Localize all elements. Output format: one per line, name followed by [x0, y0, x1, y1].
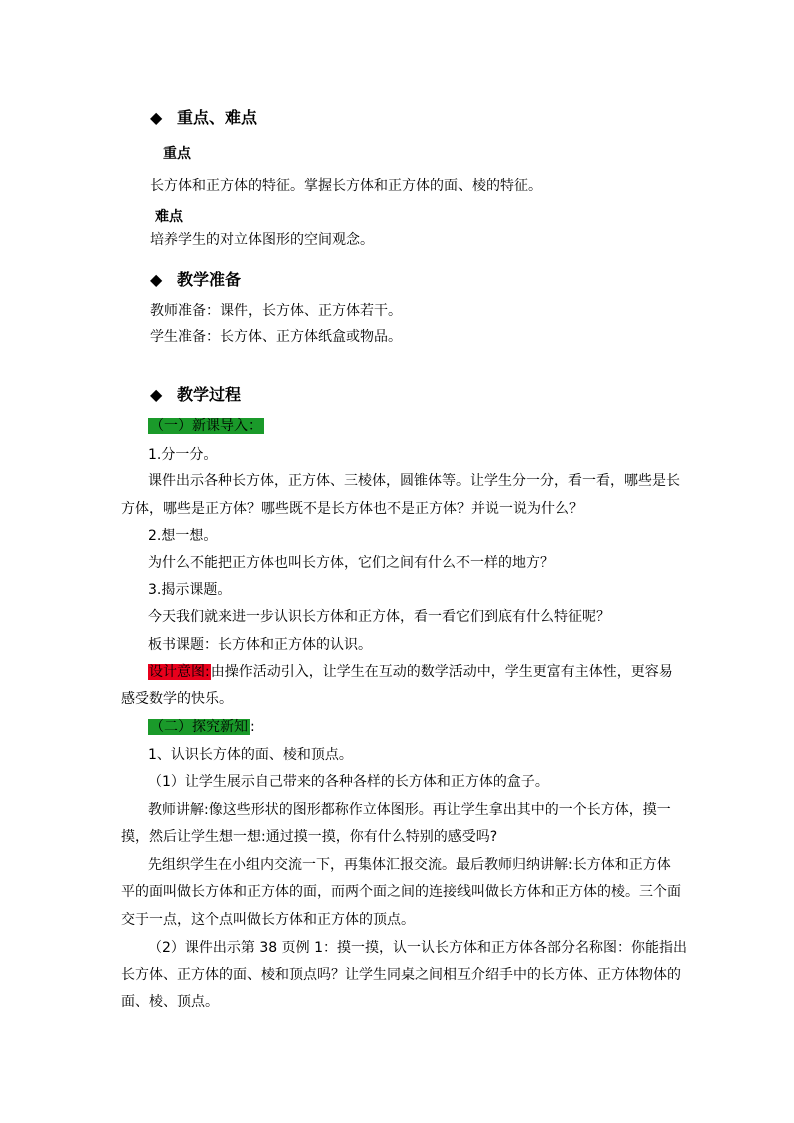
diamond-bullet-icon: ◆ — [150, 108, 163, 127]
paragraph: 平的面叫做长方体和正方体的面，而两个面之间的连接线叫做长方体和正方体的棱。三个面 — [121, 884, 681, 900]
red-highlight: 设计意图: — [149, 664, 210, 680]
subheading-key: 重点 — [163, 146, 191, 162]
paragraph: 课件出示各种长方体，正方体、三棱体，圆锥体等。让学生分一分，看一看，哪些是长 — [148, 473, 680, 489]
diamond-bullet-icon: ◆ — [150, 270, 163, 289]
paragraph: 面、棱、顶点。 — [121, 994, 219, 1010]
paragraph: （1）让学生展示自己带来的各种各样的长方体和正方体的盒子。 — [148, 774, 549, 790]
section-heading-key-points: ◆ 重点、难点 — [150, 108, 258, 127]
paragraph: 长方体、正方体的面、棱和顶点吗？让学生同桌之间相互介绍手中的长方体、正方体物体的 — [121, 967, 681, 983]
paragraph: 板书课题：长方体和正方体的认识。 — [148, 637, 372, 653]
subheading-difficulty: 难点 — [155, 209, 183, 225]
paragraph: 教师讲解:像这些形状的图形都称作立体图形。再让学生拿出其中的一个长方体，摸一 — [148, 802, 671, 818]
paragraph: 方体，哪些是正方体？哪些既不是长方体也不是正方体？并说一说为什么？ — [121, 501, 583, 517]
paragraph: 先组织学生在小组内交流一下，再集体汇报交流。最后教师归纳讲解:长方体和正方体 — [148, 857, 671, 873]
section-heading-prep: ◆ 教学准备 — [150, 270, 242, 289]
diamond-bullet-icon: ◆ — [150, 385, 163, 404]
paragraph: 培养学生的对立体图形的空间观念。 — [150, 232, 374, 248]
paragraph: 学生准备：长方体、正方体纸盒或物品。 — [150, 329, 402, 345]
paragraph: 今天我们就来进一步认识长方体和正方体，看一看它们到底有什么特征呢？ — [148, 609, 610, 625]
paragraph: 1、认识长方体的面、棱和顶点。 — [148, 747, 353, 763]
green-highlight: （二）探究新知 — [150, 719, 248, 735]
green-highlight: （一）新课导入： — [150, 418, 262, 434]
part-label-explore: （二）探究新知 : — [150, 719, 255, 735]
paragraph: 摸，然后让学生想一想:通过摸一摸，你有什么特别的感受吗? — [121, 829, 498, 845]
paragraph: 3.揭示课题。 — [148, 582, 232, 598]
part-label-intro — [148, 417, 264, 435]
paragraph: （2）课件出示第 38 页例 1：摸一摸，认一认长方体和正方体各部分名称图：你能指出 — [148, 940, 687, 956]
paragraph: 感受数学的快乐。 — [121, 691, 233, 707]
paragraph: 长方体和正方体的特征。掌握长方体和正方体的面、棱的特征。 — [150, 178, 542, 194]
paragraph: 为什么不能把正方体也叫长方体，它们之间有什么不一样的地方？ — [148, 555, 554, 571]
paragraph: 2.想一想。 — [148, 528, 218, 544]
paragraph: 交于一点，这个点叫做长方体和正方体的顶点。 — [121, 912, 415, 928]
paragraph: 1.分一分。 — [148, 447, 218, 463]
section-heading-process: ◆ 教学过程 — [150, 385, 242, 404]
design-intent-line: 设计意图:由操作活动引入，让学生在互动的数学活动中，学生更富有主体性，更容易 — [149, 664, 673, 680]
paragraph: 教师准备：课件，长方体、正方体若干。 — [150, 303, 402, 319]
